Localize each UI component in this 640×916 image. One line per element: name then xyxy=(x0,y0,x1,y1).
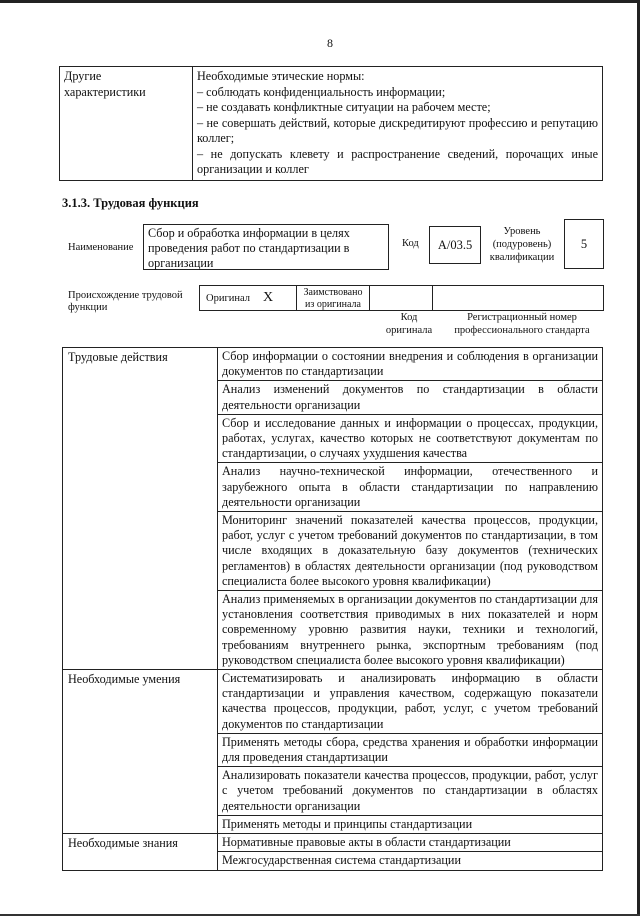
original-cell: Оригинал X xyxy=(199,285,297,311)
origin-blank-cell xyxy=(369,285,433,311)
labor-action-item: Анализ научно-технической информации, отечественного и зарубежного опыта в области стандартизации по направлению деятельности организации xyxy=(218,463,603,512)
ethics-line: – соблюдать конфиденциальность информации; xyxy=(197,84,446,99)
labor-action-item: Сбор информации о состоянии внедрения и соблюдения в организации документов по стандартизации xyxy=(218,348,603,381)
function-name-box: Сбор и обработка информации в целях проведения работ по стандартизации в организации xyxy=(143,224,389,270)
labor-function-table xyxy=(62,347,603,871)
skill-item: Применять методы сбора, средства хранения и обработки информации для проведения стандартизации xyxy=(218,733,603,766)
code-label: Код xyxy=(402,238,419,249)
other-characteristics-content xyxy=(193,67,603,181)
table-row xyxy=(63,348,603,381)
other-characteristics-table xyxy=(59,66,603,181)
table-row xyxy=(63,670,603,734)
skill-item: Систематизировать и анализировать информацию в области стандартизации и управления качеством, содержащую показатели качества процессов, продукции, работ, услуг, с учетом требований документов по стандартизации xyxy=(218,670,603,734)
table-row xyxy=(63,834,603,852)
labor-action-item: Сбор и исследование данных и информации о процессах, продукции, работах, услугах, качество которых не соответствуют документам по стандартизации, о случаях ухудшения качества xyxy=(218,414,603,463)
skill-item: Применять методы и принципы стандартизации xyxy=(218,815,603,833)
ethics-line: – не совершать действий, которые дискредитируют профессию и репутацию коллег; xyxy=(197,115,598,145)
skill-item: Анализировать показатели качества процессов, продукции, работ, услуг с учетом требований документов по стандартизации в областях деятельности организации xyxy=(218,767,603,816)
labor-action-item: Анализ применяемых в организации документов по стандартизации для установления соответствия приводимых в них показателей и норм современному уровню развития науки, техники и технологий, требованиям внутреннего рынка, экспортным требованиям (под руководством специалиста более высокого уровня квалификации) xyxy=(218,591,603,670)
required-skills-label: Необходимые умения xyxy=(63,670,218,834)
function-code-box: А/03.5 xyxy=(429,226,481,264)
registration-number-caption: Регистрационный номер профессионального стандарта xyxy=(454,312,590,336)
labor-actions-label: Трудовые действия xyxy=(63,348,218,670)
origin-label: Происхождение трудовой функции xyxy=(68,290,183,313)
original-mark: X xyxy=(263,290,274,305)
qualification-level-box: 5 xyxy=(564,219,604,269)
labor-action-item: Анализ изменений документов по стандартизации в области деятельности организации xyxy=(218,381,603,414)
section-title: 3.1.3. Трудовая функция xyxy=(62,196,199,210)
name-label: Наименование xyxy=(68,242,134,253)
other-characteristics-label: Другие характеристики xyxy=(60,67,193,181)
origin-code-cell xyxy=(432,285,604,311)
required-knowledge-label: Необходимые знания xyxy=(63,834,218,870)
original-code-caption: Код оригинала xyxy=(385,312,433,336)
borrowed-cell: Заимствовано из оригинала xyxy=(296,285,370,311)
origin-row xyxy=(199,285,604,311)
qualification-level-label: Уровень (подуровень) квалификации xyxy=(489,226,555,263)
ethics-line: – не создавать конфликтные ситуации на рабочем месте; xyxy=(197,100,491,114)
knowledge-item: Нормативные правовые акты в области стандартизации xyxy=(218,834,603,852)
ethics-line: Необходимые этические нормы: xyxy=(197,69,365,83)
ethics-line: – не допускать клевету и распространение сведений, порочащих иные организации и коллег xyxy=(197,146,598,176)
knowledge-item: Межгосударственная система стандартизации xyxy=(218,852,603,870)
scan-border-top xyxy=(0,0,640,3)
page-number: 8 xyxy=(327,36,333,50)
labor-action-item: Мониторинг значений показателей качества процессов, продукции, работ, услуг с учетом требований документов по стандартизации, в том числе входящих в доказательную базу документов (технических регламентов) в областях деятельности организации (под руководством специалиста более высокого уровня квалификации) xyxy=(218,512,603,591)
